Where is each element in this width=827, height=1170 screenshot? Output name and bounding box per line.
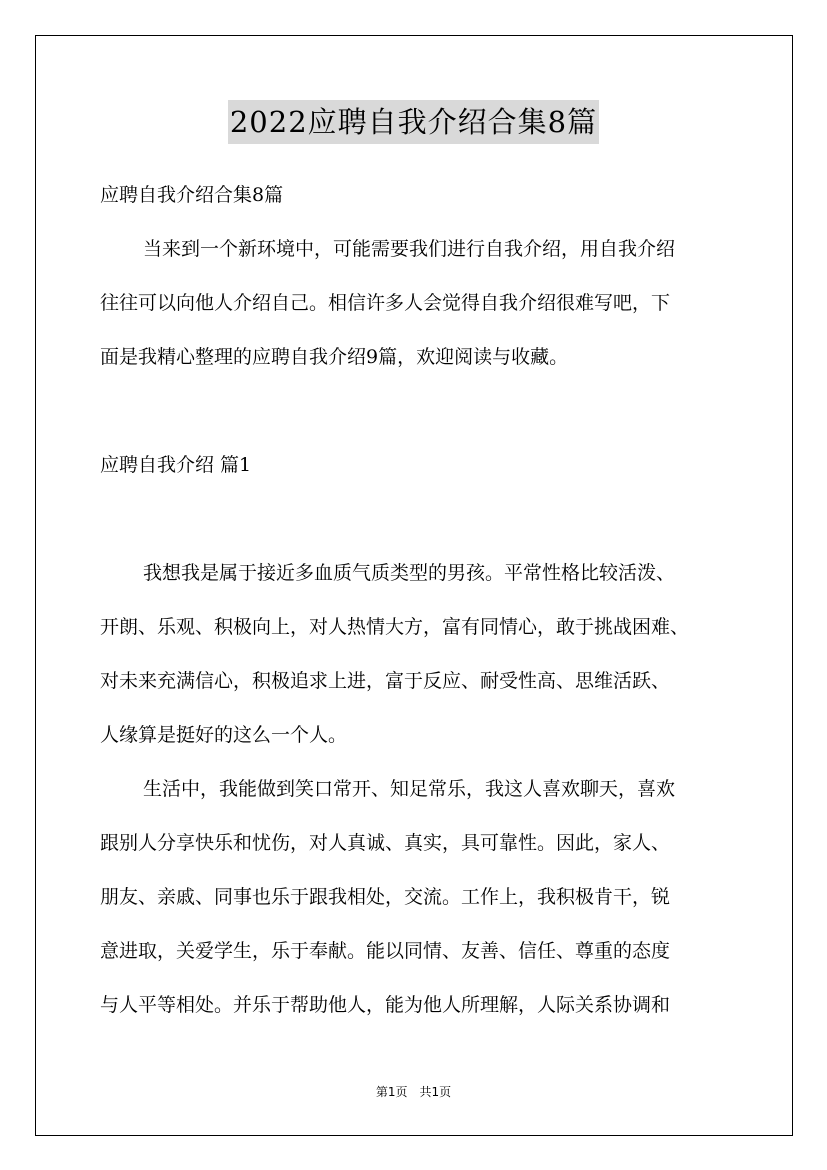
para2-line-2: 跟别人分享快乐和忧伤，对人真诚、真实，具可靠性。因此，家人、	[100, 832, 671, 854]
document-title: 2022应聘自我介绍合集8篇	[228, 100, 599, 144]
intro-line-3: 面是我精心整理的应聘自我介绍9篇，欢迎阅读与收藏。	[100, 346, 569, 368]
page-footer: 第1页 共1页	[375, 1085, 452, 1099]
document-subtitle: 应聘自我介绍合集8篇	[100, 184, 284, 206]
intro-line-1: 当来到一个新环境中，可能需要我们进行自我介绍，用自我介绍	[143, 238, 676, 260]
para2-line-5: 与人平等相处。并乐于帮助他人，能为他人所理解，人际关系协调和	[100, 994, 671, 1016]
para1-line-3: 对未来充满信心，积极追求上进，富于反应、耐受性高、思维活跃、	[100, 670, 671, 692]
intro-line-2: 往往可以向他人介绍自己。相信许多人会觉得自我介绍很难写吧，下	[100, 292, 671, 314]
para1-line-4: 人缘算是挺好的这么一个人。	[100, 724, 348, 746]
section-heading: 应聘自我介绍 篇1	[100, 454, 252, 476]
para2-line-1: 生活中，我能做到笑口常开、知足常乐，我这人喜欢聊天，喜欢	[143, 778, 676, 800]
para1-line-1: 我想我是属于接近多血质气质类型的男孩。平常性格比较活泼、	[143, 562, 676, 584]
para1-line-2: 开朗、乐观、积极向上，对人热情大方，富有同情心，敢于挑战困难、	[100, 616, 690, 638]
para2-line-3: 朋友、亲戚、同事也乐于跟我相处，交流。工作上，我积极肯干，锐	[100, 886, 671, 908]
title-container	[0, 100, 827, 144]
para2-line-4: 意进取，关爱学生，乐于奉献。能以同情、友善、信任、尊重的态度	[100, 940, 671, 962]
